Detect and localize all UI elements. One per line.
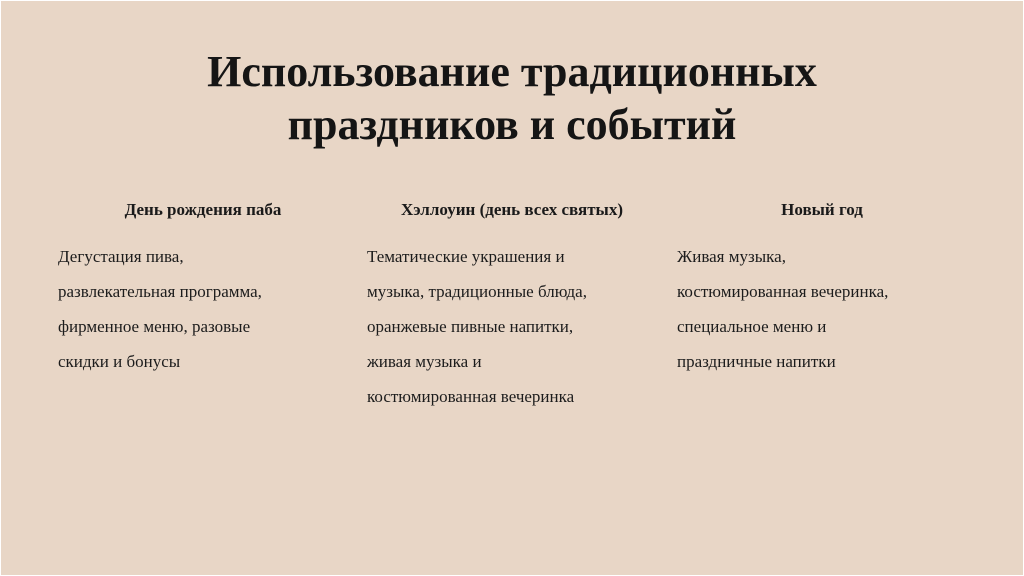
column-new-year bbox=[677, 199, 977, 379]
slide bbox=[1, 1, 1023, 575]
slide-title bbox=[1, 45, 1023, 151]
column-pub-birthday bbox=[58, 199, 348, 379]
column-text-line: музыка, традиционные блюда, bbox=[367, 282, 587, 301]
column-text-line: специальное меню и bbox=[677, 317, 827, 336]
column-heading: День рождения паба bbox=[124, 200, 282, 219]
column-body bbox=[677, 239, 977, 379]
column-text-line: праздничные напитки bbox=[677, 352, 836, 371]
column-text-line: фирменное меню, разовые bbox=[58, 317, 251, 336]
slide-title-line-1: Использование традиционных bbox=[207, 47, 817, 96]
column-text-line: костюмированная вечеринка bbox=[367, 387, 575, 406]
slide-title-line-2: праздников и событий bbox=[287, 100, 737, 149]
column-text-line: развлекательная программа, bbox=[58, 282, 262, 301]
column-text-line: костюмированная вечеринка, bbox=[677, 282, 889, 301]
column-heading: Новый год bbox=[781, 200, 863, 219]
column-body bbox=[367, 239, 657, 414]
column-text-line: Живая музыка, bbox=[677, 247, 786, 266]
column-body bbox=[58, 239, 348, 379]
column-text-line: Дегустация пива, bbox=[58, 247, 184, 266]
column-text-line: Тематические украшения и bbox=[367, 247, 565, 266]
column-text-line: скидки и бонусы bbox=[58, 352, 181, 371]
column-halloween bbox=[367, 199, 657, 414]
column-text-line: оранжевые пивные напитки, bbox=[367, 317, 574, 336]
column-heading: Хэллоуин (день всех святых) bbox=[400, 200, 623, 219]
column-text-line: живая музыка и bbox=[367, 352, 482, 371]
